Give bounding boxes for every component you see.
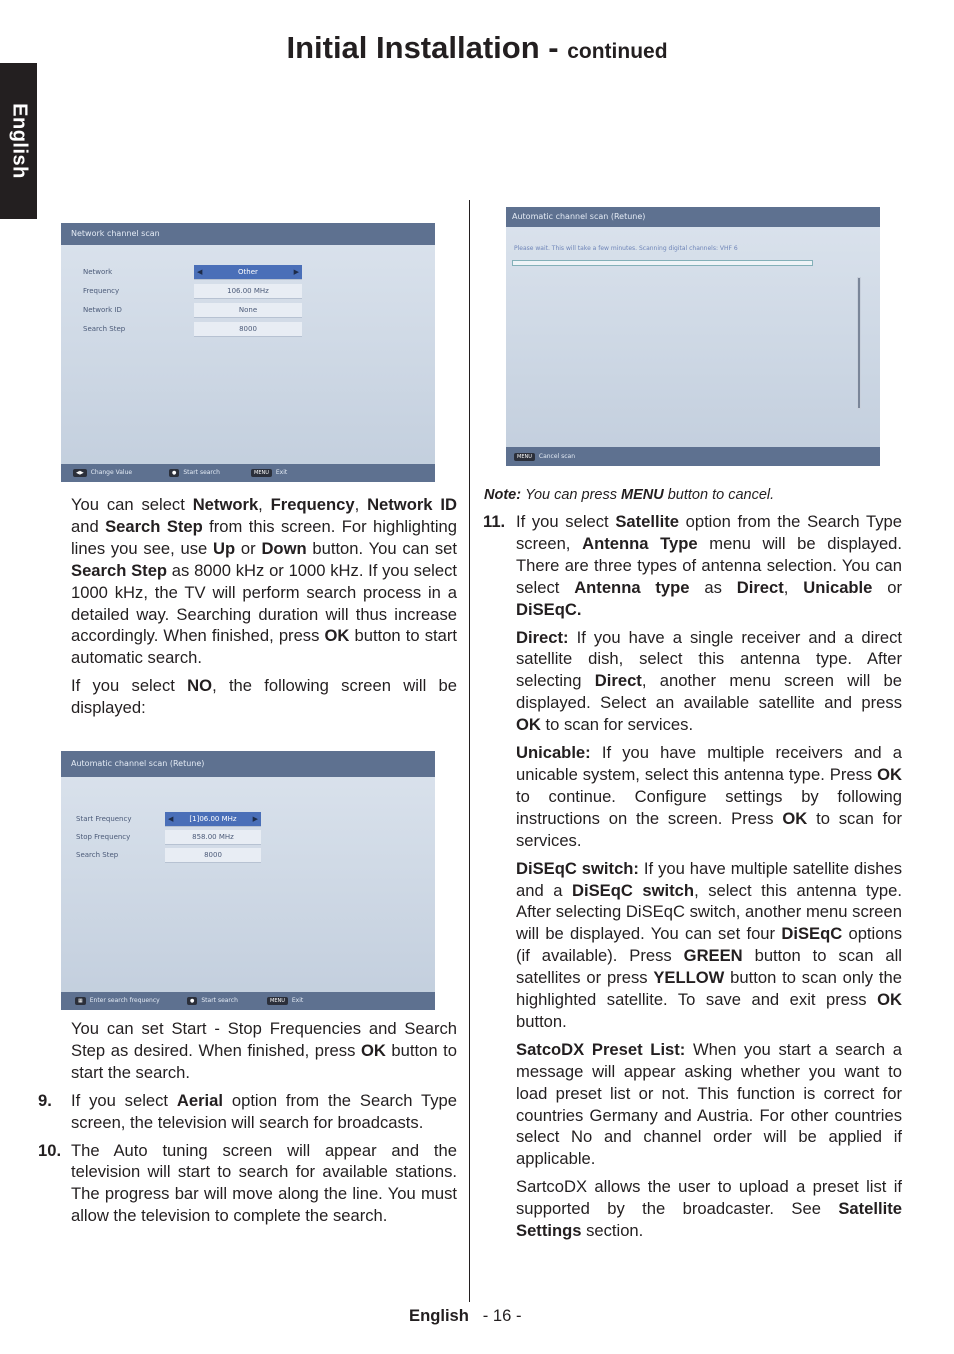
row-value-network-id: None bbox=[194, 303, 302, 318]
paragraph-start-stop: You can set Start - Stop Frequencies and Search Step as desired. When finished, press OK button to start the search. bbox=[71, 1019, 457, 1082]
paragraph-satcodx: SatcoDX Preset List: When you start a search a message will appear asking whether you want to load preset list or not. This function is correct for countries Germany and Austria. For other countries select No and channel order will be applied if applicable. bbox=[516, 1039, 902, 1169]
paragraph-direct: Direct: If you have a single receiver and a direct satellite dish, select this antenna type. After selecting Direct, another menu screen will be displayed. Select an available satellite and press OK to scan for services. bbox=[516, 627, 902, 735]
right-arrow-icon: ▶ bbox=[252, 815, 258, 823]
row-label-search-step: Search Step bbox=[83, 325, 126, 333]
list-item-11: 11. If you select Satellite option from the Search Type screen, Antenna Type menu will be displayed. There are three types of antenna selection. You can select Antenna type as Direct, Unicable or DiSEqC. bbox=[483, 512, 903, 619]
language-side-tab: English bbox=[0, 63, 37, 219]
ok-key-icon: ● bbox=[187, 997, 197, 1005]
screen-header: Network channel scan bbox=[61, 223, 435, 245]
row-label-search-step: Search Step bbox=[76, 851, 119, 859]
paragraph-unicable: Unicable: If you have multiple receivers and a unicable system, select this antenna type. Press OK to continue. Configure settings by following instructions on the screen. Press OK to scan for services. bbox=[516, 743, 902, 850]
left-arrow-icon: ◀ bbox=[168, 815, 174, 823]
scan-message: Please wait. This will take a few minutes. Scanning digital channels: VHF 6 bbox=[514, 245, 738, 252]
number-keys-icon: ▦ bbox=[75, 997, 86, 1005]
right-arrow-icon: ▶ bbox=[293, 268, 299, 276]
row-value-search-step: 8000 bbox=[165, 848, 261, 863]
paragraph-sartcodx: SartcoDX allows the user to upload a preset list if supported by the broadcaster. See Satellite Settings section. bbox=[516, 1177, 902, 1241]
left-arrow-icon: ◀ bbox=[197, 268, 203, 276]
left-right-keys-icon: ◀▶ bbox=[73, 469, 87, 477]
paragraph-network-options: You can select Network, Frequency, Network ID and Search Step from this screen. For highlighting lines you see, use Up or Down button. You can set Search Step as 8000 kHz or 1000 kHz. If you select 1000 kHz, the TV will perform search process in a detailed way. Searching duration will thus increase accordingly. When finished, press OK button to start automatic search. bbox=[71, 495, 458, 668]
screen-footer: ▦ Enter search frequency ● Start search MENU Exit bbox=[61, 992, 435, 1010]
row-label-start-frequency: Start Frequency bbox=[76, 815, 132, 823]
scan-progress-bar bbox=[512, 260, 813, 266]
row-value-frequency: 106.00 MHz bbox=[194, 284, 302, 299]
row-value-network: ◀ Other ▶ bbox=[194, 265, 302, 280]
row-label-frequency: Frequency bbox=[83, 287, 120, 295]
screen-header: Automatic channel scan (Retune) bbox=[61, 751, 435, 777]
menu-key-icon: MENU bbox=[267, 997, 288, 1005]
left-text-block-2 bbox=[38, 1018, 457, 1233]
row-value-start-frequency: ◀ [1]06.00 MHz ▶ bbox=[165, 812, 261, 827]
auto-scan-retune-screenshot bbox=[61, 751, 435, 1010]
ok-key-icon: ● bbox=[169, 469, 179, 477]
row-label-network-id: Network ID bbox=[83, 306, 122, 314]
list-item-9: 9. If you select Aerial option from the Search Type screen, the television will search for broadcasts. bbox=[38, 1090, 457, 1132]
menu-key-icon: MENU bbox=[251, 469, 272, 477]
paragraph-select-no: If you select NO, the following screen will be displayed: bbox=[71, 676, 458, 718]
network-scan-screenshot bbox=[61, 223, 435, 482]
right-text-block bbox=[483, 511, 903, 1248]
menu-key-icon: MENU bbox=[514, 453, 535, 461]
left-text-block-1 bbox=[71, 494, 457, 725]
row-value-stop-frequency: 858.00 MHz bbox=[165, 830, 261, 845]
column-divider bbox=[469, 200, 470, 1302]
paragraph-diseqc: DiSEqC switch: If you have multiple satellite dishes and a DiSEqC switch, select this antenna type. After selecting DiSEqC switch, another menu screen will be displayed. You can set four DiSEqC options (if available). Press GREEN button to scan all satellites or press YELLOW button to scan only the highlighted satellite. To save and exit press OK button. bbox=[516, 858, 903, 1031]
row-value-search-step: 8000 bbox=[194, 322, 302, 337]
auto-scan-progress-screenshot bbox=[506, 207, 880, 466]
note-text: Note: You can press MENU button to cancel. bbox=[484, 487, 775, 503]
screen-footer: ◀▶ Change Value ● Start search MENU Exit bbox=[61, 464, 435, 482]
screen-footer: MENU Cancel scan bbox=[506, 447, 880, 466]
page-footer: English - 16 - bbox=[409, 1306, 522, 1325]
screen-header: Automatic channel scan (Retune) bbox=[506, 207, 880, 227]
row-label-stop-frequency: Stop Frequency bbox=[76, 833, 131, 841]
list-scrollbar bbox=[857, 277, 861, 409]
list-item-10: 10. The Auto tuning screen will appear and the television will start to search for available stations. The progress bar will move along the line. You must allow the television to complete the search. bbox=[38, 1140, 457, 1226]
page-title: Initial Installation - continued bbox=[286, 30, 668, 65]
row-label-network: Network bbox=[83, 268, 113, 276]
